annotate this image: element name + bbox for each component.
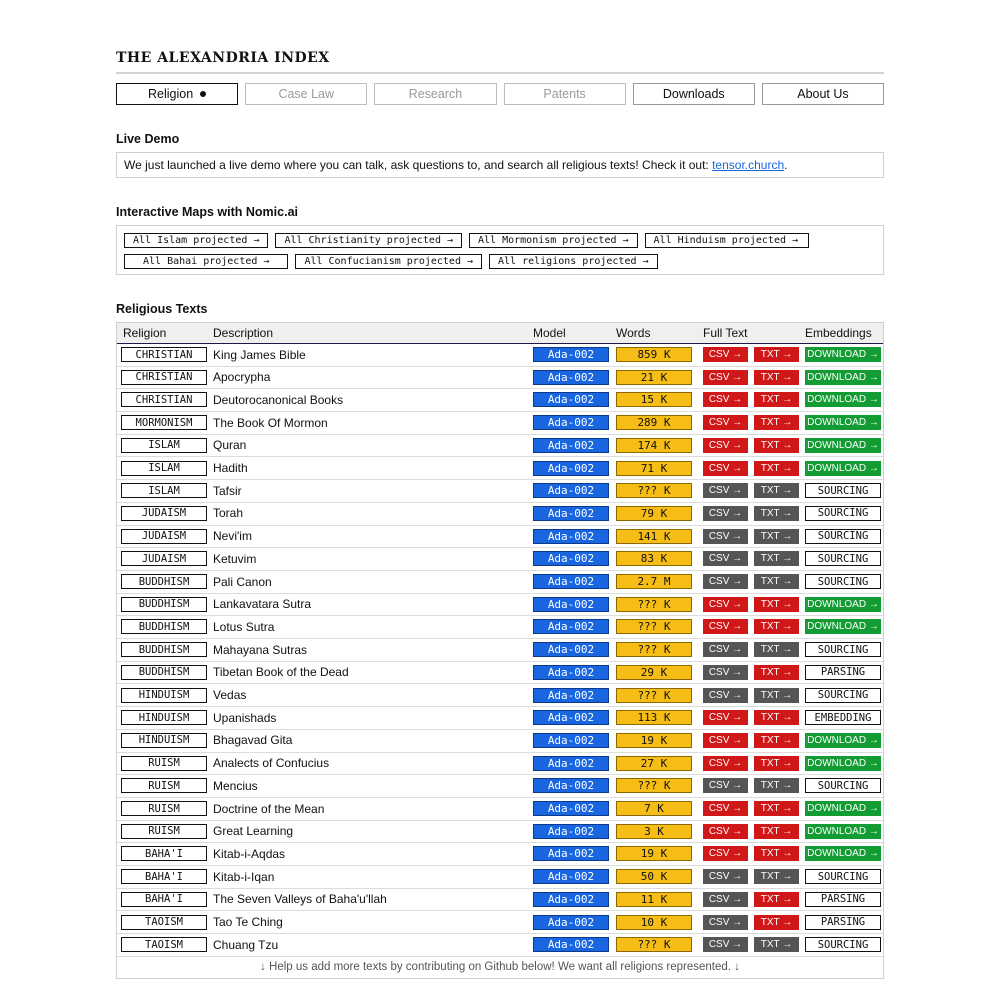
table-row [117,503,883,526]
csv-download-button[interactable]: CSV → [703,597,748,612]
religion-badge: ISLAM [121,438,207,453]
map-all-religions-button[interactable]: All religions projected → [489,254,658,269]
religion-badge: HINDUISM [121,710,207,725]
word-count-badge: ??? K [616,597,692,612]
table-row [117,571,883,594]
religion-badge: HINDUISM [121,733,207,748]
religion-badge: JUDAISM [121,529,207,544]
religion-badge: BUDDHISM [121,642,207,657]
embeddings-status-badge: PARSING [805,915,881,930]
embeddings-status-badge: SOURCING [805,642,881,657]
model-badge: Ada-002 [533,483,609,498]
word-count-badge: 3 K [616,824,692,839]
religion-badge: TAOISM [121,915,207,930]
map-islam-button[interactable]: All Islam projected → [124,233,268,248]
text-description: King James Bible [213,347,306,362]
map-bahai-button[interactable]: All Bahai projected → [124,254,288,269]
tab-patents[interactable] [504,83,626,105]
word-count-badge: 10 K [616,915,692,930]
embeddings-status-badge: SOURCING [805,778,881,793]
csv-download-button[interactable]: CSV → [703,438,748,453]
religion-badge: MORMONISM [121,415,207,430]
tab-case-law[interactable] [245,83,367,105]
model-badge: Ada-002 [533,733,609,748]
model-badge: Ada-002 [533,915,609,930]
table-row [117,753,883,776]
tab-label: About Us [797,87,849,101]
text-description: Mencius [213,778,258,793]
word-count-badge: 141 K [616,529,692,544]
embeddings-status-badge: SOURCING [805,529,881,544]
tab-downloads[interactable] [633,83,755,105]
csv-download-button: CSV → [703,937,748,952]
tab-label: Downloads [662,87,725,101]
csv-download-button: CSV → [703,483,748,498]
txt-download-button: TXT → [754,506,799,521]
text-description: Great Learning [213,824,294,839]
nav-tabs [116,83,884,105]
religion-badge: BUDDHISM [121,597,207,612]
model-badge: Ada-002 [533,688,609,703]
text-description: Apocrypha [213,370,271,385]
csv-download-button[interactable]: CSV → [703,415,748,430]
txt-download-button[interactable]: TXT → [754,597,799,612]
col-religion: Religion [123,326,167,340]
table-row [117,548,883,571]
religion-badge: RUISM [121,801,207,816]
word-count-badge: 71 K [616,461,692,476]
model-badge: Ada-002 [533,574,609,589]
text-description: Chuang Tzu [213,937,279,952]
model-badge: Ada-002 [533,619,609,634]
text-description: Torah [213,506,244,521]
col-full-text: Full Text [703,326,748,340]
religion-badge: RUISM [121,778,207,793]
tab-label: Case Law [278,87,335,101]
embeddings-status-badge: SOURCING [805,937,881,952]
table-row [117,526,883,549]
model-badge: Ada-002 [533,937,609,952]
word-count-badge: ??? K [616,483,692,498]
model-badge: Ada-002 [533,756,609,771]
csv-download-button[interactable]: CSV → [703,370,748,385]
embeddings-status-badge: SOURCING [805,551,881,566]
model-badge: Ada-002 [533,642,609,657]
embeddings-status-badge: PARSING [805,892,881,907]
csv-download-button: CSV → [703,551,748,566]
csv-download-button[interactable]: CSV → [703,846,748,861]
csv-download-button: CSV → [703,529,748,544]
table-row [117,866,883,889]
religion-badge: CHRISTIAN [121,392,207,407]
text-description: Lankavatara Sutra [213,597,312,612]
embeddings-download-button[interactable]: DOWNLOAD → [805,801,881,816]
religion-badge: BAHA'I [121,892,207,907]
model-badge: Ada-002 [533,892,609,907]
txt-download-button: TXT → [754,778,799,793]
tab-about-us[interactable] [762,83,884,105]
text-description: Kitab-i-Aqdas [213,846,286,861]
model-badge: Ada-002 [533,392,609,407]
col-words: Words [616,326,651,340]
word-count-badge: 29 K [616,665,692,680]
embeddings-status-badge: EMBEDDING [805,710,881,725]
word-count-badge: ??? K [616,688,692,703]
active-dot-icon [200,91,206,97]
table-row [117,934,883,957]
col-embeddings: Embeddings [805,326,872,340]
txt-download-button[interactable]: TXT → [754,392,799,407]
table-row [117,843,883,866]
religion-badge: RUISM [121,824,207,839]
csv-download-button[interactable]: CSV → [703,392,748,407]
table-row [117,412,883,435]
text-description: Ketuvim [213,551,257,566]
religion-badge: BAHA'I [121,869,207,884]
embeddings-download-button[interactable]: DOWNLOAD → [805,619,881,634]
txt-download-button[interactable]: TXT → [754,846,799,861]
model-badge: Ada-002 [533,347,609,362]
tab-label: Religion [148,87,194,101]
table-row [117,707,883,730]
text-description: Hadith [213,461,248,475]
table-row [117,344,883,367]
model-badge: Ada-002 [533,461,609,476]
table-row [117,912,883,935]
csv-download-button: CSV → [703,915,748,930]
model-badge: Ada-002 [533,665,609,680]
embeddings-download-button[interactable]: DOWNLOAD → [805,824,881,839]
table-header [117,323,883,344]
word-count-badge: ??? K [616,778,692,793]
model-badge: Ada-002 [533,551,609,566]
religion-badge: CHRISTIAN [121,370,207,385]
table-row [117,389,883,412]
embeddings-status-badge: PARSING [805,665,881,680]
csv-download-button[interactable]: CSV → [703,710,748,725]
religion-badge: CHRISTIAN [121,347,207,362]
table-row [117,821,883,844]
txt-download-button: TXT → [754,688,799,703]
txt-download-button: TXT → [754,574,799,589]
embeddings-download-button[interactable]: DOWNLOAD → [805,597,881,612]
model-badge: Ada-002 [533,869,609,884]
religion-badge: RUISM [121,756,207,771]
text-description: Doctrine of the Mean [213,801,325,816]
word-count-badge: 19 K [616,846,692,861]
txt-download-button[interactable]: TXT → [754,915,799,930]
word-count-badge: ??? K [616,937,692,952]
txt-download-button[interactable]: TXT → [754,619,799,634]
model-badge: Ada-002 [533,438,609,453]
csv-download-button: CSV → [703,688,748,703]
model-badge: Ada-002 [533,801,609,816]
table-row [117,889,883,912]
embeddings-download-button[interactable]: DOWNLOAD → [805,347,881,362]
live-demo-period: . [784,158,788,172]
religion-badge: BUDDHISM [121,574,207,589]
embeddings-download-button[interactable]: DOWNLOAD → [805,733,881,748]
model-badge: Ada-002 [533,710,609,725]
word-count-badge: 21 K [616,370,692,385]
table-row [117,662,883,685]
map-confucianism-button[interactable]: All Confucianism projected → [295,254,482,269]
word-count-badge: 7 K [616,801,692,816]
table-row [117,435,883,458]
csv-download-button[interactable]: CSV → [703,619,748,634]
religion-badge: BUDDHISM [121,619,207,634]
religion-badge: JUDAISM [121,551,207,566]
word-count-badge: 27 K [616,756,692,771]
map-christianity-button[interactable]: All Christianity projected → [275,233,462,248]
text-description: Quran [213,438,247,453]
word-count-badge: 859 K [616,347,692,362]
table-row [117,798,883,821]
word-count-badge: 79 K [616,506,692,521]
text-description: Tafsir [213,483,242,498]
live-demo-heading: Live Demo [116,132,180,146]
txt-download-button[interactable]: TXT → [754,438,799,453]
embeddings-download-button[interactable]: DOWNLOAD → [805,415,881,430]
embeddings-download-button[interactable]: DOWNLOAD → [805,846,881,861]
col-model: Model [533,326,566,340]
table-row [117,775,883,798]
religion-badge: BAHA'I [121,846,207,861]
religion-badge: HINDUISM [121,688,207,703]
title-divider [116,72,884,74]
txt-download-button: TXT → [754,869,799,884]
word-count-badge: ??? K [616,642,692,657]
txt-download-button[interactable]: TXT → [754,801,799,816]
embeddings-download-button[interactable]: DOWNLOAD → [805,392,881,407]
table-row [117,730,883,753]
csv-download-button[interactable]: CSV → [703,733,748,748]
religion-badge: JUDAISM [121,506,207,521]
model-badge: Ada-002 [533,529,609,544]
tab-label: Research [408,87,463,101]
txt-download-button[interactable]: TXT → [754,733,799,748]
table-row [117,367,883,390]
embeddings-status-badge: SOURCING [805,574,881,589]
table-row [117,458,883,481]
tab-research[interactable] [374,83,496,105]
live-demo-box [116,152,884,178]
religious-texts-table [116,322,884,979]
text-description: Upanishads [213,710,277,725]
txt-download-button[interactable]: TXT → [754,892,799,907]
embeddings-status-badge: SOURCING [805,483,881,498]
table-row [117,594,883,617]
model-badge: Ada-002 [533,506,609,521]
text-description: Deutorocanonical Books [213,392,344,407]
model-badge: Ada-002 [533,415,609,430]
txt-download-button[interactable]: TXT → [754,710,799,725]
txt-download-button[interactable]: TXT → [754,415,799,430]
txt-download-button: TXT → [754,529,799,544]
text-description: Pali Canon [213,574,272,589]
tab-religion[interactable] [116,83,238,105]
txt-download-button[interactable]: TXT → [754,370,799,385]
live-demo-text: We just launched a live demo where you can talk, ask questions to, and search all religious texts! Check it out: [124,158,713,172]
table-row [117,685,883,708]
csv-download-button: CSV → [703,665,748,680]
csv-download-button: CSV → [703,869,748,884]
text-description: The Book Of Mormon [213,415,328,430]
csv-download-button: CSV → [703,892,748,907]
csv-download-button: CSV → [703,506,748,521]
csv-download-button[interactable]: CSV → [703,756,748,771]
word-count-badge: 50 K [616,869,692,884]
tensor-church-link[interactable]: tensor.church [712,158,785,172]
word-count-badge: 19 K [616,733,692,748]
map-mormonism-button[interactable]: All Mormonism projected → [469,233,638,248]
religion-badge: ISLAM [121,483,207,498]
embeddings-download-button[interactable]: DOWNLOAD → [805,461,881,476]
txt-download-button: TXT → [754,483,799,498]
txt-download-button[interactable]: TXT → [754,347,799,362]
religion-badge: BUDDHISM [121,665,207,680]
word-count-badge: 83 K [616,551,692,566]
table-row [117,616,883,639]
text-description: Analects of Confucius [213,756,330,771]
txt-download-button[interactable]: TXT → [754,461,799,476]
map-hinduism-button[interactable]: All Hinduism projected → [645,233,810,248]
txt-download-button[interactable]: TXT → [754,665,799,680]
csv-download-button: CSV → [703,778,748,793]
csv-download-button: CSV → [703,642,748,657]
embeddings-status-badge: SOURCING [805,869,881,884]
religion-badge: ISLAM [121,461,207,476]
model-badge: Ada-002 [533,846,609,861]
text-description: Kitab-i-Iqan [213,869,275,884]
embeddings-download-button[interactable]: DOWNLOAD → [805,438,881,453]
csv-download-button[interactable]: CSV → [703,824,748,839]
text-description: Bhagavad Gita [213,733,293,748]
txt-download-button[interactable]: TXT → [754,756,799,771]
text-description: Vedas [213,688,247,702]
table-row [117,639,883,662]
text-description: Nevi'im [213,529,252,544]
text-description: Tao Te Ching [213,915,283,929]
religious-texts-heading: Religious Texts [116,302,208,316]
word-count-badge: 15 K [616,392,692,407]
word-count-badge: 113 K [616,710,692,725]
text-description: The Seven Valleys of Baha'u'llah [213,892,387,907]
contribute-note: ↓ Help us add more texts by contributing on Github below! We want all religions represented. ↓ [260,961,740,973]
religion-badge: TAOISM [121,937,207,952]
maps-row [124,233,876,248]
csv-download-button[interactable]: CSV → [703,347,748,362]
maps-row [124,254,876,269]
maps-box [116,225,884,275]
word-count-badge: ??? K [616,619,692,634]
embeddings-download-button[interactable]: DOWNLOAD → [805,370,881,385]
csv-download-button[interactable]: CSV → [703,461,748,476]
txt-download-button[interactable]: TXT → [754,824,799,839]
word-count-badge: 2.7 M [616,574,692,589]
model-badge: Ada-002 [533,370,609,385]
word-count-badge: 174 K [616,438,692,453]
table-row [117,480,883,503]
text-description: Tibetan Book of the Dead [213,665,349,680]
model-badge: Ada-002 [533,824,609,839]
embeddings-status-badge: SOURCING [805,688,881,703]
text-description: Lotus Sutra [213,619,275,634]
csv-download-button[interactable]: CSV → [703,801,748,816]
model-badge: Ada-002 [533,778,609,793]
tab-label: Patents [543,87,586,101]
col-description: Description [213,326,274,340]
word-count-badge: 11 K [616,892,692,907]
txt-download-button: TXT → [754,551,799,566]
site-title: THE ALEXANDRIA INDEX [116,50,330,66]
csv-download-button: CSV → [703,574,748,589]
maps-heading: Interactive Maps with Nomic.ai [116,205,298,219]
txt-download-button: TXT → [754,642,799,657]
model-badge: Ada-002 [533,597,609,612]
embeddings-status-badge: SOURCING [805,506,881,521]
txt-download-button: TXT → [754,937,799,952]
text-description: Mahayana Sutras [213,642,308,657]
word-count-badge: 289 K [616,415,692,430]
embeddings-download-button[interactable]: DOWNLOAD → [805,756,881,771]
